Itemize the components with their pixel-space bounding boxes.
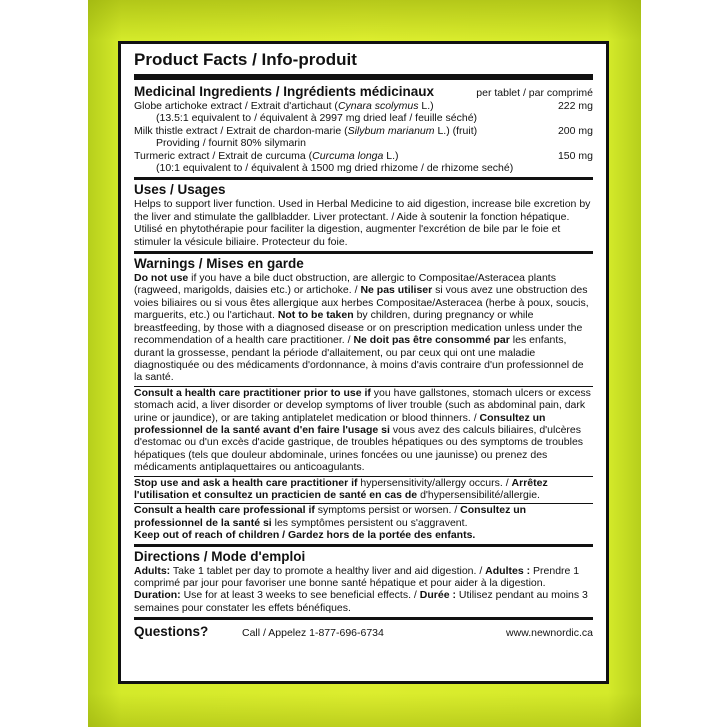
warning-consult-professional [134,504,593,529]
warnings-section [134,256,593,542]
directions-duration [134,589,593,614]
text-run: Prendre 1 comprimé par jour pour favoriser une bonne santé hépatique et pour aider à la digestion. [134,564,580,589]
per-tablet-label: per tablet / par comprimé [476,87,593,99]
text-run: Durée : [419,589,456,602]
latin-name: Silybum marianum [347,124,435,137]
text-run: Arrêtez l'utilisation et consultez un practicien de santé en cas de [134,476,548,501]
ingredients-heading: Medicinal Ingredients / Ingrédients médicinaux [134,84,435,99]
phone-number[interactable]: Call / Appelez 1-877-696-6734 [242,627,384,640]
ingredient-note: (10:1 equivalent to / équivalent à 1500 mg dried rhizome / de rhizome seché) [156,162,514,175]
uses-section [134,182,593,251]
text-run: Adultes : [485,564,531,577]
text-run: d'hypersensibilité/allergie. [417,488,540,501]
product-facts-panel [118,41,609,684]
ingredient-row [134,150,593,162]
text-run: Use for at least 3 weeks to see beneficial effects. / [180,589,420,602]
text-run: hypersensitivity/allergy occurs. / [357,476,512,489]
divider [134,177,593,180]
text-run: you have gallstones, stomach ulcers or excess stomach acid, a liver disorder or develop symptoms of liver trouble (such as abdominal pain, dark urine or jaundice), or are taking antiplatelet medication or blood thinners. / [134,386,591,424]
text-run: Do not use [134,272,189,285]
uses-heading: Uses / Usages [134,182,226,198]
warning-stop-use [134,477,593,502]
ingredient-name: Globe artichoke extract / Extrait d'artichaut (Cynara scolymus L.) [134,100,434,112]
text-run: Consult a health care professional if [134,504,315,517]
ingredient-row [134,125,593,137]
uses-text: Helps to support liver function. Used in Herbal Medicine to aid digestion, increase bile excretion by the liver and stimulate the gallbladder. Liver protectant. / Aide à soutenir la fonction hépatique. Utilisé en phytothérapie pour faciliter la digestion, augmenter l'excrétion de bile par le foie et stimuler la vésicule biliaire. Protecteur du foie. [134,198,591,248]
packaging-top-edge [88,0,641,40]
text-run: Consultez un professionnel de la santé avant d'en faire l'usage si [134,411,546,436]
text-run: Ne pas utiliser [360,284,433,297]
text-run: Adults: [134,564,171,577]
text-run: by children, during pregnancy or while breastfeeding, by those with a diagnosed disease or on prescription medication unless under the recommendation of a health care practitioner. / [134,309,583,347]
text-run: Ne doit pas être consommé par [353,334,510,347]
text-run: Not to be taken [277,309,354,322]
text-run: Take 1 tablet per day to promote a healthy liver and aid digestion. / [170,564,486,577]
text-run: Consultez un professionnel de la santé si [134,504,527,529]
text-run: symptoms persist or worsen. / [314,504,461,517]
divider [134,617,593,620]
ingredient-name: Turmeric extract / Extrait de curcuma (Curcuma longa L.) [134,149,399,162]
directions-section [134,549,593,618]
website-link[interactable]: www.newnordic.ca [506,627,593,640]
text-run: Utilisez pendant au moins 3 semaines pour constater les effets bénéfiques. [134,589,588,614]
warning-do-not-use [134,272,593,384]
divider [134,544,593,547]
latin-name: Curcuma longa [312,149,384,162]
directions-adults [134,565,593,590]
ingredients-section [134,82,593,177]
questions-heading: Questions? [134,624,209,640]
questions-row [134,624,593,639]
ingredient-note: (13.5:1 equivalent to / équivalent à 2997 mg dried leaf / feuille séché) [156,112,478,125]
ingredient-row [134,100,593,112]
ingredient-amount: 200 mg [557,124,593,137]
latin-name: Cynara scolymus [337,100,419,112]
warnings-heading: Warnings / Mises en garde [134,256,304,272]
divider [134,251,593,254]
text-run: les symptômes persistent ou s'aggravent. [271,516,468,529]
text-run: Consult a health care practitioner prior to use if [134,386,371,399]
text-run: les enfants, durant la grossesse, pendant la période d'allaitement, ou par ceux qui ont une maladie diagnostiquée ou des médicaments d'ordonnance, à moins d'avis contraire d'un professionnel de la santé. [134,334,584,384]
text-run: si vous avez une obstruction des voies biliaires ou si vous êtes allergique aux herbes Compositae/Asteracea (herbe à poux, soucis, marguerits, etc.) ou l'artichaut. [134,284,589,322]
page-title: Product Facts / Info-produit [134,50,357,69]
warning-consult-prior [134,387,593,474]
text-run: Stop use and ask a health care practitioner if [134,476,358,489]
ingredient-name: Milk thistle extract / Extrait de chardon-marie (Silybum marianum L.) (fruit) [134,124,478,137]
ingredient-note: Providing / fournit 80% silymarin [156,137,306,150]
packaging-bottom-edge [88,693,641,727]
text-run: vous avez des calculs biliaires, d'ulcères d'estomac ou d'un excès d'acide gastrique, de troubles hépatiques ou des symptoms de troubles hépatiques (tels que douleur abdominale, urines foncées ou une jaunisse) ou prenez des médicaments antiplaquettaires ou anticoagulants. [134,423,584,474]
text-run: Keep out of reach of children / Gardez hors de la portée des enfants. [134,529,476,542]
ingredient-amount: 222 mg [557,100,593,112]
directions-heading: Directions / Mode d'emploi [134,548,306,564]
ingredients-list [134,100,593,174]
ingredient-amount: 150 mg [557,149,593,162]
divider [134,74,593,80]
warning-keep-out-of-reach [134,529,593,541]
text-run: Duration: [134,589,181,602]
text-run: if you have a bile duct obstruction, are allergic to Compositae/Asteracea plants (ragweed, marigolds, daisies etc.) or artichoke. / [134,272,556,297]
